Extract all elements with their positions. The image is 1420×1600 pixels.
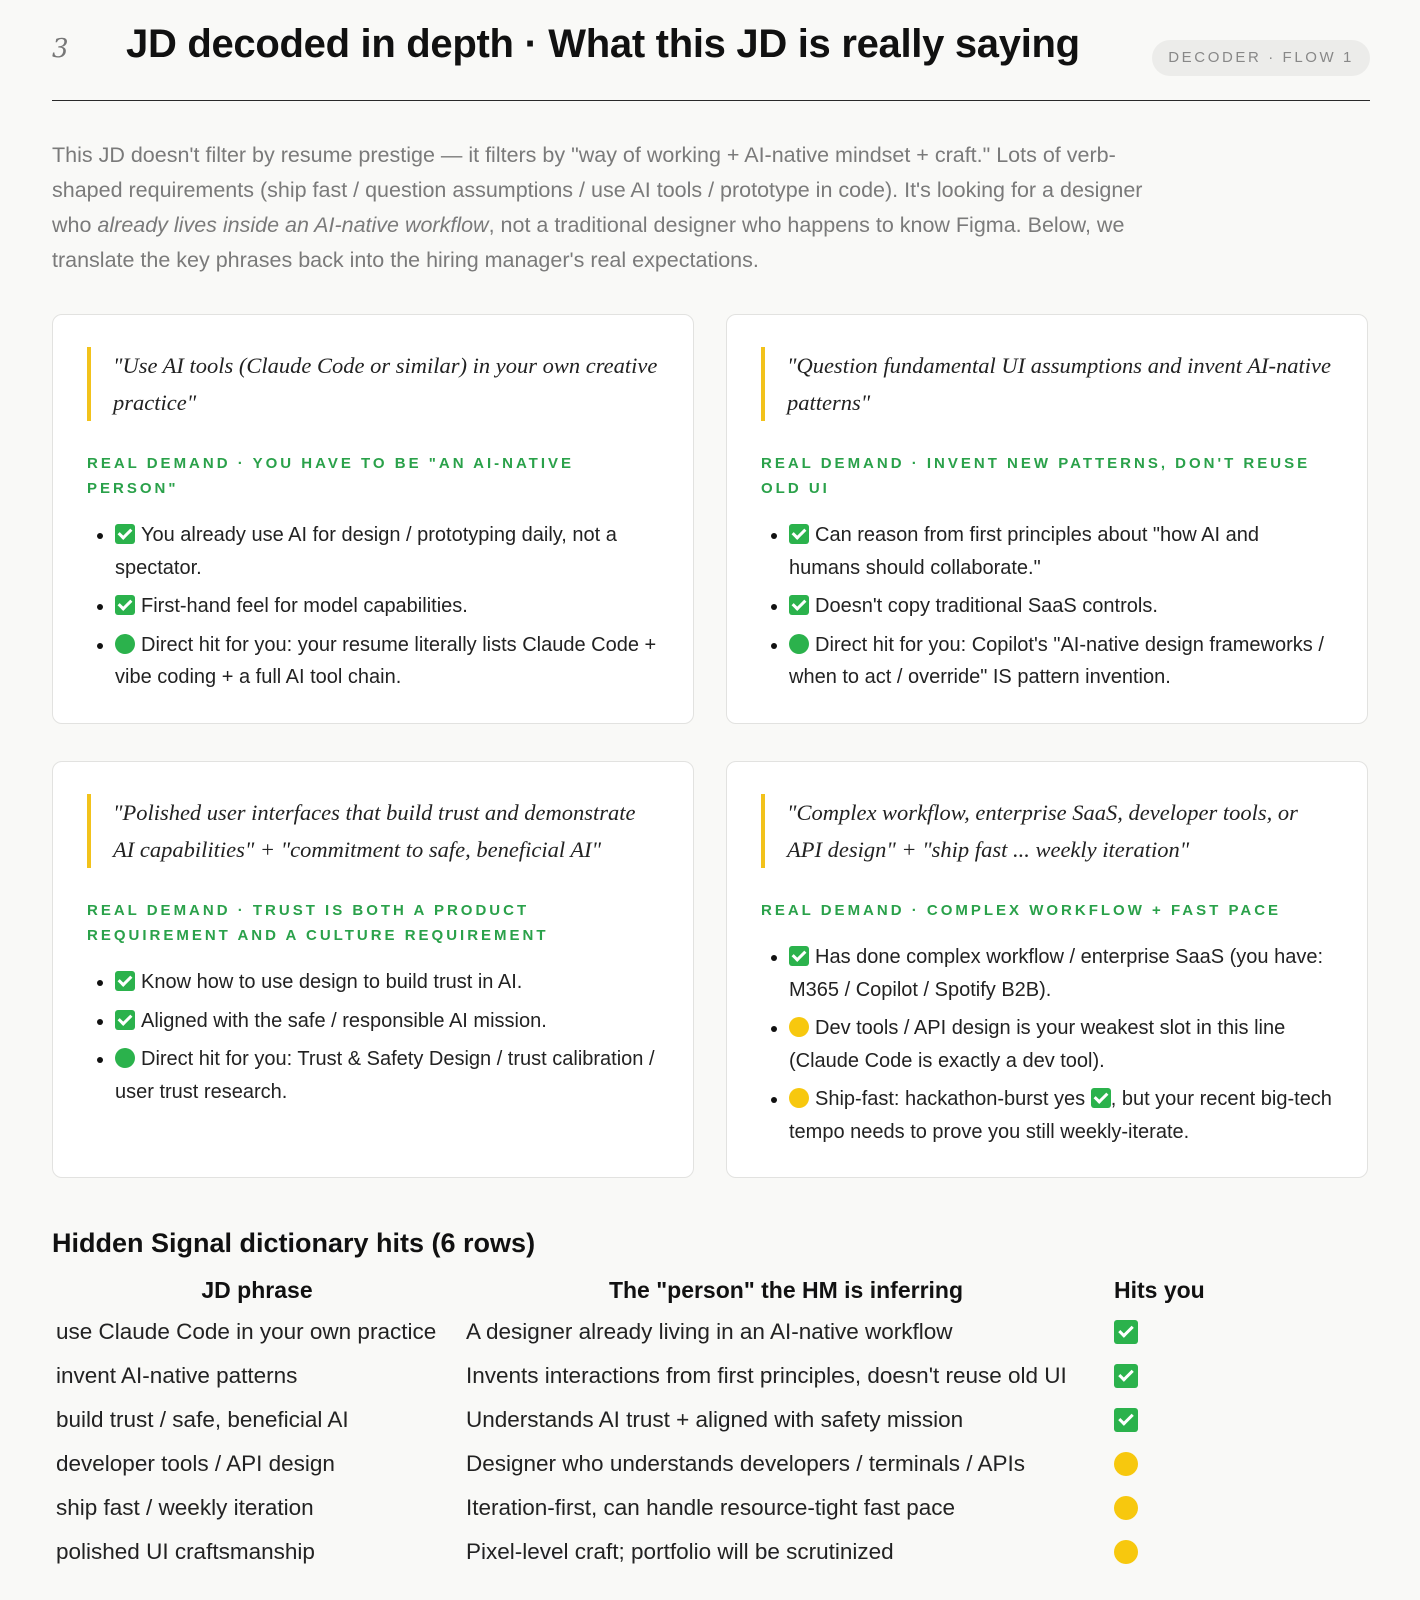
- jd-phrase-cell: use Claude Code in your own practice: [56, 1319, 437, 1344]
- bullet-text: Ship-fast: hackathon-burst yes: [815, 1088, 1091, 1110]
- jd-phrase-cell: ship fast / weekly iteration: [56, 1495, 314, 1520]
- intro-text-end: , not a traditional designer who happens to know Figma. Below, we translate the key phrases back into the hiring manager's real expectations.: [52, 213, 1125, 272]
- list-item: [789, 629, 1333, 694]
- bullet-text: Direct hit for you: Trust & Safety Design / trust calibration / user trust research.: [115, 1048, 655, 1103]
- hit-cell: [1110, 1354, 1278, 1398]
- hit-cell: [1110, 1486, 1278, 1530]
- check-icon: [1114, 1408, 1138, 1432]
- check-icon: [789, 946, 809, 966]
- page-header: [52, 0, 1370, 101]
- check-icon: [1091, 1088, 1111, 1108]
- check-icon: [789, 595, 809, 615]
- hit-cell: [1110, 1398, 1278, 1442]
- bullet-text: Direct hit for you: your resume literally lists Claude Code + vibe coding + a full AI tool chain.: [115, 633, 657, 688]
- jd-phrase-cell: polished UI craftsmanship: [56, 1539, 315, 1564]
- real-demand-label: REAL DEMAND · COMPLEX WORKFLOW + FAST PACE: [761, 902, 1282, 919]
- check-icon: [1114, 1364, 1138, 1388]
- yellow-circle-icon: [1114, 1540, 1138, 1564]
- list-item: [115, 590, 659, 623]
- list-item: [115, 966, 659, 999]
- inference-cell: Understands AI trust + aligned with safety mission: [466, 1407, 964, 1432]
- decoder-card: [52, 314, 694, 724]
- bullet-text: Dev tools / API design is your weakest slot in this line (Claude Code is exactly a dev tool).: [789, 1017, 1286, 1072]
- bullet-text: First-hand feel for model capabilities.: [141, 595, 468, 617]
- column-header: JD phrase: [201, 1276, 313, 1303]
- inference-cell: Designer who understands developers / terminals / APIs: [466, 1451, 1026, 1476]
- signals-table: [52, 1270, 1278, 1574]
- table-row: [52, 1310, 1278, 1354]
- jd-phrase-cell: invent AI-native patterns: [56, 1363, 298, 1388]
- bullet-text: Know how to use design to build trust in AI.: [141, 971, 523, 993]
- check-icon: [115, 1010, 135, 1030]
- bullet-list: [761, 941, 1333, 1148]
- yellow-circle-icon: [1114, 1452, 1138, 1476]
- check-icon: [789, 524, 809, 544]
- check-icon: [1114, 1320, 1138, 1344]
- list-item: [789, 1083, 1333, 1148]
- jd-phrase-cell: build trust / safe, beneficial AI: [56, 1407, 349, 1432]
- check-icon: [115, 971, 135, 991]
- flow-badge: DECODER · FLOW 1: [1152, 40, 1370, 76]
- check-icon: [115, 524, 135, 544]
- list-item: [115, 1043, 659, 1108]
- list-item: [789, 941, 1333, 1006]
- real-demand-label: REAL DEMAND · INVENT NEW PATTERNS, DON'T REUSE OLD UI: [761, 455, 1311, 497]
- jd-quote: "Polished user interfaces that build trust and demonstrate AI capabilities" + "commitment to safe, beneficial AI": [87, 794, 659, 868]
- real-demand-label: REAL DEMAND · TRUST IS BOTH A PRODUCT REQUIREMENT AND A CULTURE REQUIREMENT: [87, 902, 549, 944]
- bullet-text: Aligned with the safe / responsible AI mission.: [141, 1009, 547, 1032]
- jd-quote: "Question fundamental UI assumptions and invent AI-native patterns": [761, 347, 1333, 421]
- green-circle-icon: [115, 1048, 135, 1068]
- list-item: [115, 519, 659, 584]
- intro-emphasis: already lives inside an AI-native workflow: [97, 213, 489, 237]
- table-row: [52, 1442, 1278, 1486]
- bullet-text: Can reason from first principles about "how AI and humans should collaborate.": [789, 524, 1259, 579]
- table-row: [52, 1354, 1278, 1398]
- list-item: [789, 1012, 1333, 1077]
- yellow-circle-icon: [789, 1017, 809, 1037]
- jd-quote: "Use AI tools (Claude Code or similar) in your own creative practice": [87, 347, 659, 421]
- column-header: The "person" the HM is inferring: [608, 1276, 964, 1303]
- bullet-list: [87, 966, 659, 1108]
- inference-cell: A designer already living in an AI-native workflow: [466, 1319, 953, 1344]
- yellow-circle-icon: [789, 1088, 809, 1108]
- list-item: [789, 519, 1333, 584]
- hit-cell: [1110, 1310, 1278, 1354]
- intro-text: This JD doesn't filter by resume prestige — it filters by "way of working + AI-native mindset + craft." Lots of verb-shaped requirements (ship fast / question assumptions / use AI tools / prototype in code). It's looking for a designer who: [52, 143, 1143, 237]
- section-number: 3: [52, 34, 69, 64]
- bullet-list: [761, 519, 1333, 694]
- table-row: [52, 1530, 1278, 1574]
- bullet-text: You already use AI for design / prototyping daily, not a spectator.: [115, 524, 617, 579]
- decoder-card: [726, 761, 1368, 1178]
- decoder-card: [726, 314, 1368, 724]
- hit-cell: [1110, 1442, 1278, 1486]
- column-header: Hits you: [1114, 1276, 1205, 1303]
- yellow-circle-icon: [1114, 1496, 1138, 1520]
- hit-cell: [1110, 1530, 1278, 1574]
- decoder-card: [52, 761, 694, 1178]
- inference-cell: Iteration-first, can handle resource-tight fast pace: [466, 1495, 956, 1520]
- table-row: [52, 1486, 1278, 1530]
- table-header-row: [52, 1270, 1278, 1310]
- jd-quote: "Complex workflow, enterprise SaaS, developer tools, or API design" + "ship fast ... weekly iteration": [761, 794, 1333, 868]
- signals-heading: Hidden Signal dictionary hits (6 rows): [52, 1228, 536, 1258]
- green-circle-icon: [115, 634, 135, 654]
- real-demand-label: REAL DEMAND · YOU HAVE TO BE "AN AI-NATIVE PERSON": [87, 455, 575, 497]
- check-icon: [115, 595, 135, 615]
- bullet-text: Has done complex workflow / enterprise SaaS (you have: M365 / Copilot / Spotify B2B).: [789, 946, 1324, 1001]
- inference-cell: Pixel-level craft; portfolio will be scrutinized: [466, 1539, 894, 1564]
- intro-paragraph: [52, 138, 1182, 278]
- table-row: [52, 1398, 1278, 1442]
- bullet-text: , but your recent big-tech tempo needs to prove you still weekly-iterate.: [789, 1088, 1332, 1143]
- list-item: [115, 629, 659, 694]
- jd-phrase-cell: developer tools / API design: [56, 1451, 335, 1476]
- green-circle-icon: [789, 634, 809, 654]
- bullet-text: Direct hit for you: Copilot's "AI-native design frameworks / when to act / override" IS pattern invention.: [789, 633, 1324, 688]
- page-title: JD decoded in depth · What this JD is really saying: [126, 22, 1080, 66]
- list-item: [115, 1005, 659, 1038]
- bullet-list: [87, 519, 659, 694]
- inference-cell: Invents interactions from first principles, doesn't reuse old UI: [466, 1363, 1067, 1388]
- list-item: [789, 590, 1333, 623]
- bullet-text: Doesn't copy traditional SaaS controls.: [815, 595, 1158, 617]
- page: [52, 0, 1370, 1564]
